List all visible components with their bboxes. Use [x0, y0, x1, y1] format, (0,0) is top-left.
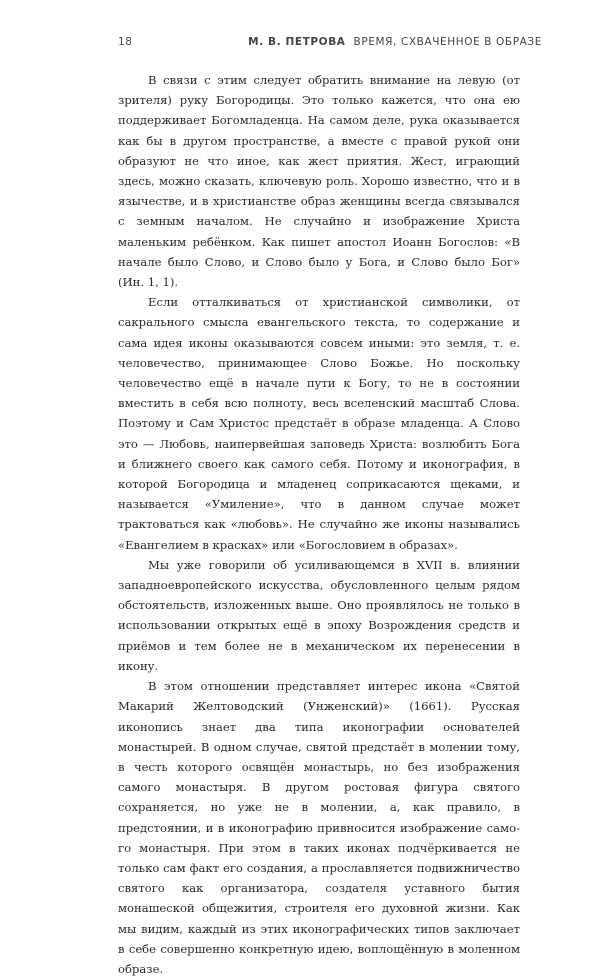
paragraph: Мы уже говорили об усиливающемся в XVII в. влиянии западноевропейского искусства, обусловленного целым рядом обстоятельств, изложенных выше. Оно проявлялось не только в использовании открытых ещё в эпоху Возрождения средств и приёмов и тем более не в механическом их перенесении в икону. [118, 557, 520, 673]
running-header [118, 36, 542, 52]
paragraph: В этом отношении представляет интерес икона «Святой Макарий Желтоводский (Унженский)» (1661). Русская иконопись знает два типа иконографии основателей монастырей. В одном случае, святой предстаёт в молении тому, в честь которого освящён монастырь, но без изображения самого монастыря. В другом ростовая фигура святого сохраняется, но уже не в молении, а, как правило, в предстоянии, и в иконографию привносится изображение самого монастыря. При этом в таких иконах подчёркивается не только сам факт его создания, а прославляется подвижничество святого как организатора, создателя уставного бытия монашеской общежития, строителя его духовной жизни. Как мы видим, каждый из этих иконографических типов заключает в себе совершенно конкретную идею, воплощённую в моленном образе. [118, 679, 520, 976]
body-text [118, 70, 520, 979]
book-title: ВРЕМЯ, СХВАЧЕННОЕ В ОБРАЗЕ [353, 36, 542, 48]
page-number: 18 [118, 36, 133, 48]
paragraph: В связи с этим следует обратить внимание на левую (от зрителя) руку Богородицы. Это только кажется, что она ею поддерживает Богомладенца. На самом деле, рука оказывается как бы в другом пространстве, а вместе с правой рукой они образуют не что иное, как жест приятия. Жест, играющий здесь, можно сказать, ключевую роль. Хорошо известно, что и в язычестве, и в христианстве образ женщины всегда связывался с земным началом. Не случайно и изображение Христа маленьким ребёнком. Как пишет апостол Иоанн Богослов: «В начале было Слово, и Слово было у Бога, и Слово было Бог» (Ин. 1, 1). [118, 73, 520, 290]
paragraph: Если отталкиваться от христианской символики, от сакрального смысла евангельского текста, то содержание и сама идея иконы оказываются совсем иными: это земля, т. е. человечество, принимающее Слово Божье. Но поскольку человечество ещё в начале пути к Богу, то не в состоянии вместить в себя всю полноту, весь вселенский масштаб Слова. Поэтому и Сам Христос предстаёт в образе младенца. А Слово это — Любовь, наипервейшая заповедь Христа: возлюбить Бога и ближнего своего как самого себя. Потому и иконография, в которой Богородица и младенец соприкасаются щеками, и называется «Умиление», что в данном случае может трактоваться как «любовь». Не случайно же иконы назывались «Евангелием в красках» или «Богословием в образах». [118, 295, 520, 552]
running-head [248, 36, 542, 48]
author-name: М. В. ПЕТРОВА [248, 36, 346, 48]
